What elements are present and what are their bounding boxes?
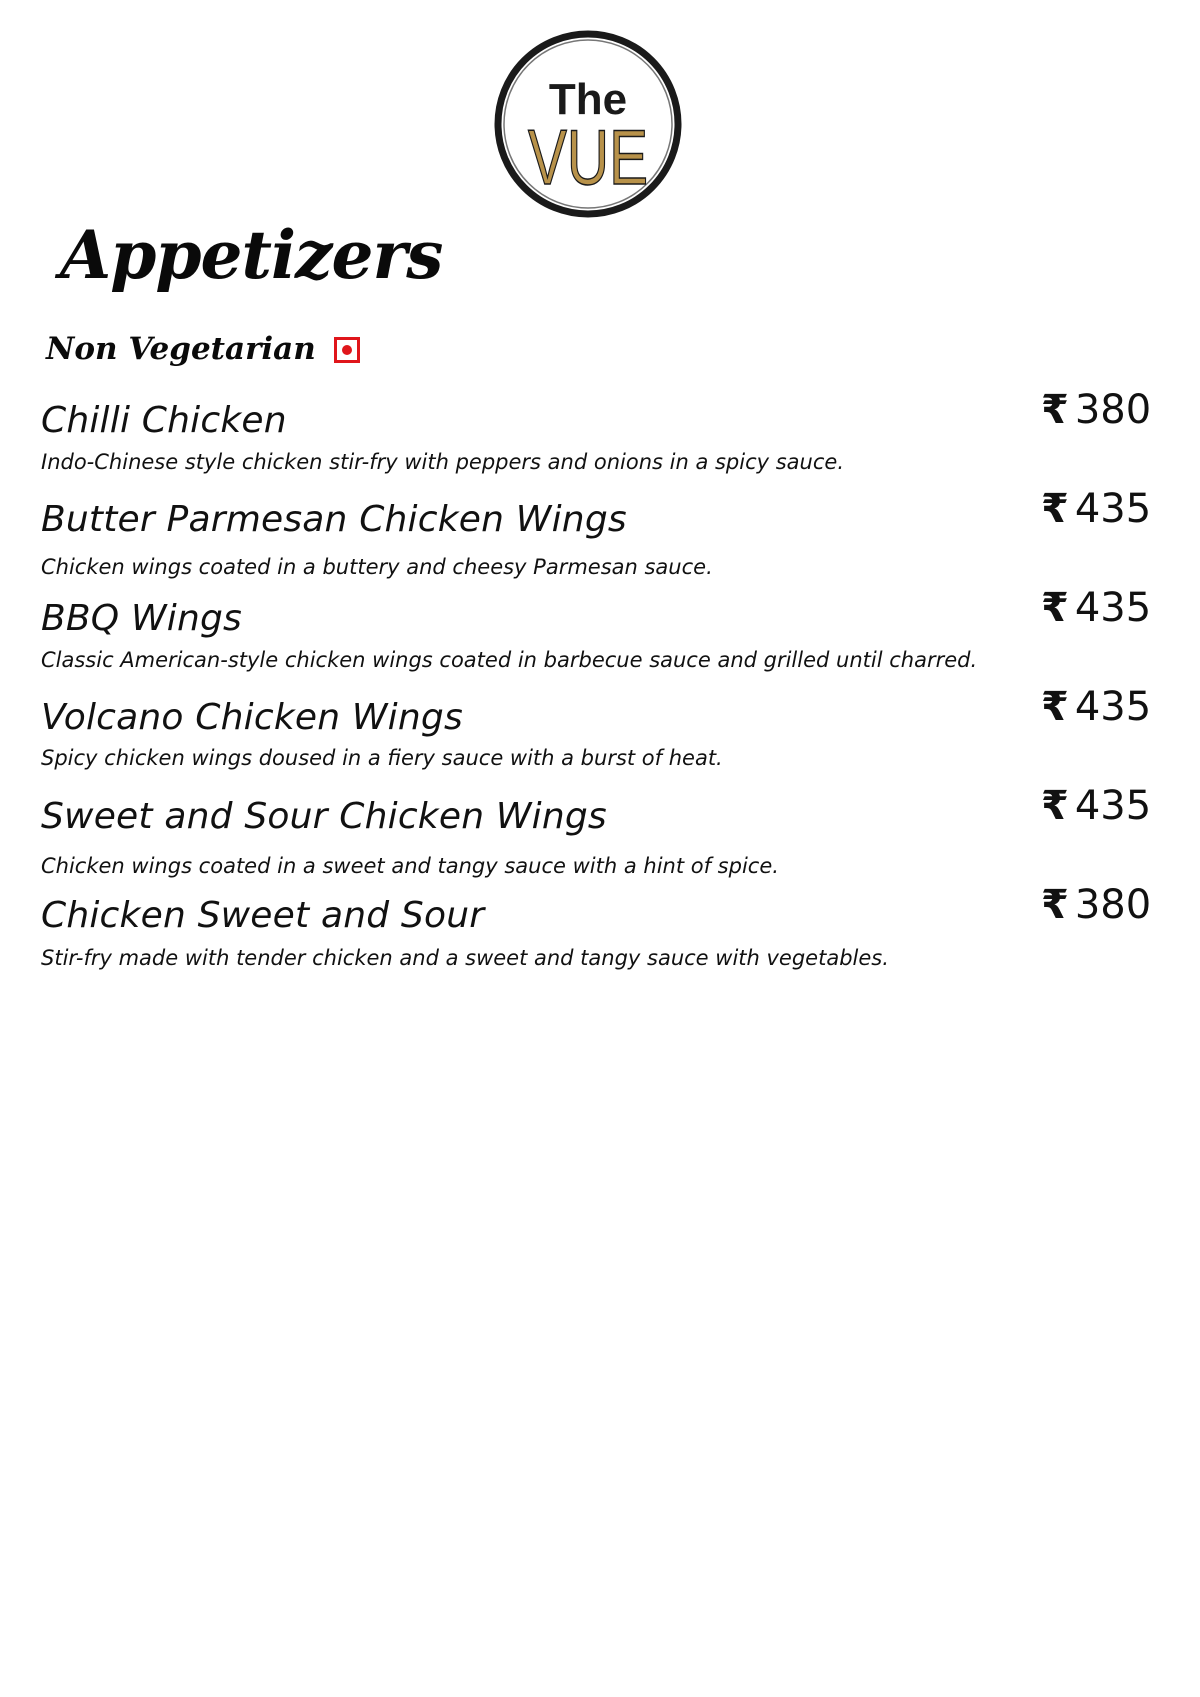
section-title: Appetizers <box>60 216 443 294</box>
item-description: Stir-fry made with tender chicken and a sweet and tangy sauce with vegetables. <box>41 946 889 970</box>
menu-item <box>41 684 1152 787</box>
menu-item <box>41 585 1152 688</box>
item-name: Chilli Chicken <box>41 400 287 441</box>
rupee-icon: ₹ <box>1041 387 1069 433</box>
item-name: Volcano Chicken Wings <box>41 697 463 738</box>
menu-item <box>41 882 1152 985</box>
item-price <box>1041 783 1151 829</box>
logo-mark <box>490 26 686 222</box>
non-veg-dot <box>342 345 352 355</box>
non-veg-icon <box>334 337 360 363</box>
logo-text-top: The <box>548 75 628 124</box>
menu-item <box>41 486 1152 589</box>
menu-item <box>41 387 1152 490</box>
price-value: 435 <box>1074 585 1152 631</box>
item-price <box>1041 486 1151 532</box>
item-description: Indo-Chinese style chicken stir-fry with peppers and onions in a spicy sauce. <box>41 450 845 474</box>
rupee-icon: ₹ <box>1041 684 1069 730</box>
item-name: Butter Parmesan Chicken Wings <box>41 499 627 540</box>
category-label: Non Vegetarian <box>46 331 316 367</box>
price-value: 435 <box>1074 783 1152 829</box>
item-description: Chicken wings coated in a buttery and cheesy Parmesan sauce. <box>41 555 713 579</box>
price-value: 380 <box>1074 882 1152 928</box>
item-price <box>1041 585 1151 631</box>
item-name: Chicken Sweet and Sour <box>41 895 485 936</box>
item-price <box>1041 684 1151 730</box>
menu-item <box>41 783 1152 886</box>
item-description: Classic American-style chicken wings coated in barbecue sauce and grilled until charred. <box>41 648 978 672</box>
rupee-icon: ₹ <box>1041 783 1069 829</box>
item-name: Sweet and Sour Chicken Wings <box>41 796 607 837</box>
item-description: Spicy chicken wings doused in a fiery sauce with a burst of heat. <box>41 746 723 770</box>
item-name: BBQ Wings <box>41 598 242 639</box>
category-header <box>46 331 360 367</box>
price-value: 380 <box>1074 387 1152 433</box>
rupee-icon: ₹ <box>1041 486 1069 532</box>
rupee-icon: ₹ <box>1041 585 1069 631</box>
item-price <box>1041 882 1151 928</box>
item-price <box>1041 387 1151 433</box>
price-value: 435 <box>1074 486 1152 532</box>
restaurant-logo <box>490 26 686 222</box>
logo-text-bottom: VUE <box>528 113 648 201</box>
item-description: Chicken wings coated in a sweet and tangy sauce with a hint of spice. <box>41 854 779 878</box>
price-value: 435 <box>1074 684 1152 730</box>
rupee-icon: ₹ <box>1041 882 1069 928</box>
